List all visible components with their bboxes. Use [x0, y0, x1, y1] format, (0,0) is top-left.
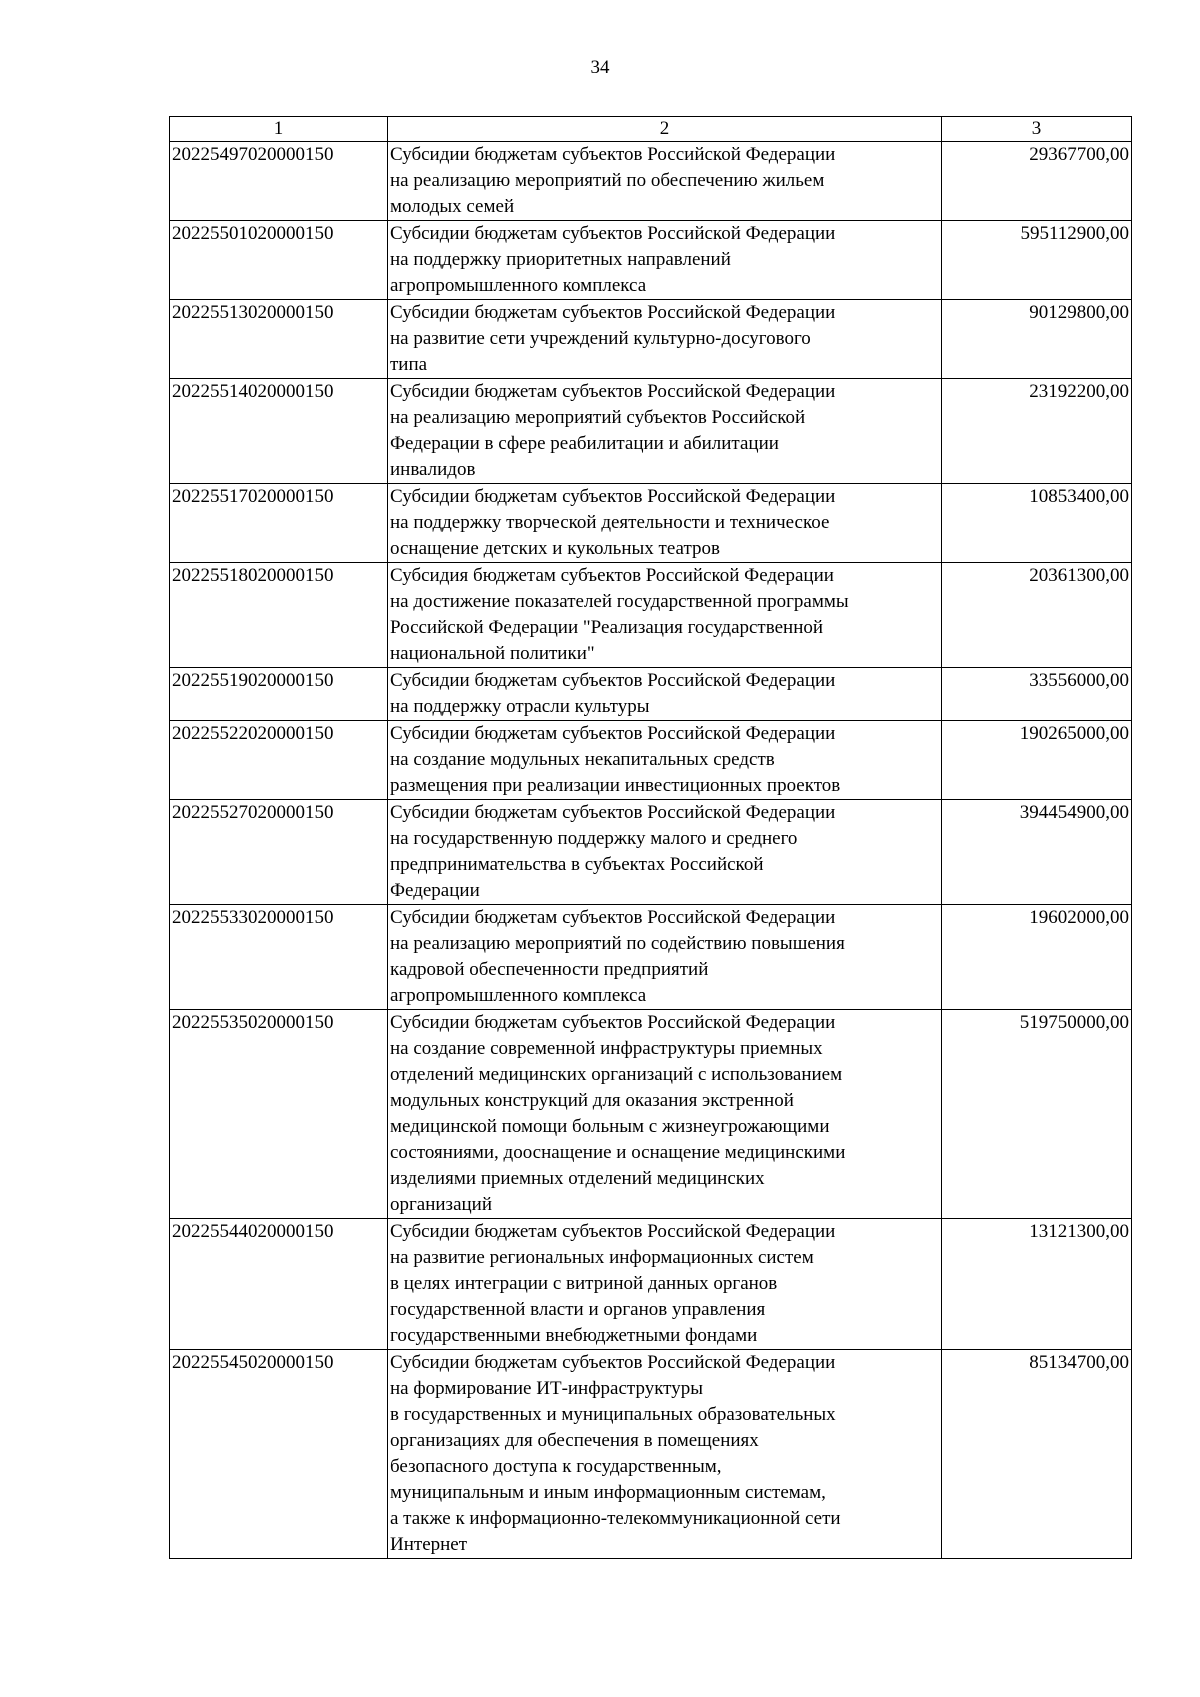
description-line: Субсидии бюджетам субъектов Российской Федерации — [390, 1352, 836, 1373]
description-line: кадровой обеспеченности предприятий — [390, 959, 709, 980]
description-line: Субсидия бюджетам субъектов Российской Федерации — [390, 565, 834, 586]
description-line: инвалидов — [390, 459, 476, 480]
description-line: на реализацию мероприятий субъектов Российской — [390, 407, 806, 428]
budget-code-cell: 20225533020000150 — [170, 905, 388, 1010]
description-line: на достижение показателей государственной программы — [390, 591, 849, 612]
description-line: на реализацию мероприятий по обеспечению жильем — [390, 170, 825, 191]
table-body — [170, 142, 1132, 1559]
description-line: изделиями приемных отделений медицинских — [390, 1168, 765, 1189]
description-line: на поддержку отрасли культуры — [390, 696, 650, 717]
description-line: на поддержку творческой деятельности и техническое — [390, 512, 830, 533]
budget-code-cell: 20225544020000150 — [170, 1219, 388, 1350]
description-line: Российской Федерации "Реализация государственной — [390, 617, 824, 638]
page-number: 34 — [590, 57, 610, 78]
description-line: Субсидии бюджетам субъектов Российской Федерации — [390, 723, 836, 744]
description-line: отделений медицинских организаций с использованием — [390, 1064, 843, 1085]
description-line: Субсидии бюджетам субъектов Российской Федерации — [390, 302, 836, 323]
budget-code-cell: 20225513020000150 — [170, 300, 388, 379]
description-cell — [388, 1219, 942, 1350]
description-line: на поддержку приоритетных направлений — [390, 249, 731, 270]
description-line: Федерации в сфере реабилитации и абилитации — [390, 433, 779, 454]
table-row — [170, 379, 1132, 484]
amount-cell: 85134700,00 — [942, 1350, 1132, 1559]
description-line: размещения при реализации инвестиционных проектов — [390, 775, 841, 796]
description-line: медицинской помощи больным с жизнеугрожающими — [390, 1116, 830, 1137]
description-cell — [388, 668, 942, 721]
description-line: организациях для обеспечения в помещениях — [390, 1430, 759, 1451]
amount-cell: 20361300,00 — [942, 563, 1132, 668]
description-line: муниципальным и иным информационным системам, — [390, 1482, 826, 1503]
description-line: Субсидии бюджетам субъектов Российской Федерации — [390, 1012, 836, 1033]
description-line: Субсидии бюджетам субъектов Российской Федерации — [390, 802, 836, 823]
amount-cell: 23192200,00 — [942, 379, 1132, 484]
column-header-2: 2 — [388, 117, 942, 142]
table-row — [170, 721, 1132, 800]
amount-cell: 190265000,00 — [942, 721, 1132, 800]
amount-cell: 29367700,00 — [942, 142, 1132, 221]
table-row — [170, 800, 1132, 905]
budget-code-cell: 20225517020000150 — [170, 484, 388, 563]
description-cell — [388, 221, 942, 300]
amount-cell: 19602000,00 — [942, 905, 1132, 1010]
description-line: предпринимательства в субъектах Российской — [390, 854, 764, 875]
description-cell — [388, 905, 942, 1010]
table-row — [170, 1350, 1132, 1559]
description-line: Субсидии бюджетам субъектов Российской Федерации — [390, 670, 836, 691]
description-line: государственной власти и органов управления — [390, 1299, 766, 1320]
amount-cell: 519750000,00 — [942, 1010, 1132, 1219]
description-line: национальной политики" — [390, 643, 595, 664]
description-cell — [388, 300, 942, 379]
description-line: Субсидии бюджетам субъектов Российской Федерации — [390, 144, 836, 165]
amount-cell: 10853400,00 — [942, 484, 1132, 563]
budget-code-cell: 20225514020000150 — [170, 379, 388, 484]
table-row — [170, 484, 1132, 563]
description-line: агропромышленного комплекса — [390, 985, 647, 1006]
description-cell — [388, 1350, 942, 1559]
description-cell — [388, 379, 942, 484]
budget-code-cell: 20225527020000150 — [170, 800, 388, 905]
description-line: государственными внебюджетными фондами — [390, 1325, 758, 1346]
description-line: типа — [390, 354, 428, 375]
column-header-1: 1 — [170, 117, 388, 142]
description-line: Субсидии бюджетам субъектов Российской Федерации — [390, 486, 836, 507]
budget-code-cell: 20225535020000150 — [170, 1010, 388, 1219]
description-cell — [388, 484, 942, 563]
description-line: Субсидии бюджетам субъектов Российской Федерации — [390, 907, 836, 928]
description-line: Субсидии бюджетам субъектов Российской Федерации — [390, 1221, 836, 1242]
description-line: на реализацию мероприятий по содействию повышения — [390, 933, 845, 954]
description-line: на формирование ИТ-инфраструктуры — [390, 1378, 703, 1399]
description-line: на создание модульных некапитальных средств — [390, 749, 775, 770]
table-row — [170, 668, 1132, 721]
description-line: Федерации — [390, 880, 480, 901]
description-line: оснащение детских и кукольных театров — [390, 538, 720, 559]
description-line: состояниями, дооснащение и оснащение медицинскими — [390, 1142, 846, 1163]
budget-code-cell: 20225501020000150 — [170, 221, 388, 300]
amount-cell: 595112900,00 — [942, 221, 1132, 300]
description-cell — [388, 1010, 942, 1219]
table-row — [170, 1219, 1132, 1350]
description-line: на государственную поддержку малого и среднего — [390, 828, 798, 849]
amount-cell: 33556000,00 — [942, 668, 1132, 721]
budget-code-cell: 20225497020000150 — [170, 142, 388, 221]
description-line: на развитие сети учреждений культурно-досугового — [390, 328, 811, 349]
column-header-3: 3 — [942, 117, 1132, 142]
budget-code-cell: 20225518020000150 — [170, 563, 388, 668]
budget-table — [169, 116, 1132, 1559]
description-line: модульных конструкций для оказания экстренной — [390, 1090, 794, 1111]
table-row — [170, 563, 1132, 668]
description-line: молодых семей — [390, 196, 515, 217]
description-line: в государственных и муниципальных образовательных — [390, 1404, 836, 1425]
amount-cell: 394454900,00 — [942, 800, 1132, 905]
table-row — [170, 1010, 1132, 1219]
description-cell — [388, 142, 942, 221]
description-line: Интернет — [390, 1534, 468, 1555]
budget-code-cell: 20225545020000150 — [170, 1350, 388, 1559]
description-line: безопасного доступа к государственным, — [390, 1456, 722, 1477]
description-cell — [388, 563, 942, 668]
amount-cell: 90129800,00 — [942, 300, 1132, 379]
description-line: в целях интеграции с витриной данных органов — [390, 1273, 778, 1294]
budget-code-cell: 20225519020000150 — [170, 668, 388, 721]
description-line: Субсидии бюджетам субъектов Российской Федерации — [390, 381, 836, 402]
description-line: на создание современной инфраструктуры приемных — [390, 1038, 823, 1059]
description-line: на развитие региональных информационных систем — [390, 1247, 814, 1268]
table-row — [170, 221, 1132, 300]
description-line: агропромышленного комплекса — [390, 275, 647, 296]
description-cell — [388, 721, 942, 800]
table-row — [170, 300, 1132, 379]
table-row — [170, 905, 1132, 1010]
header-row — [170, 117, 1132, 142]
budget-code-cell: 20225522020000150 — [170, 721, 388, 800]
description-line: а также к информационно-телекоммуникационной сети — [390, 1508, 841, 1529]
amount-cell: 13121300,00 — [942, 1219, 1132, 1350]
description-cell — [388, 800, 942, 905]
table-row — [170, 142, 1132, 221]
description-line: Субсидии бюджетам субъектов Российской Федерации — [390, 223, 836, 244]
description-line: организаций — [390, 1194, 493, 1215]
